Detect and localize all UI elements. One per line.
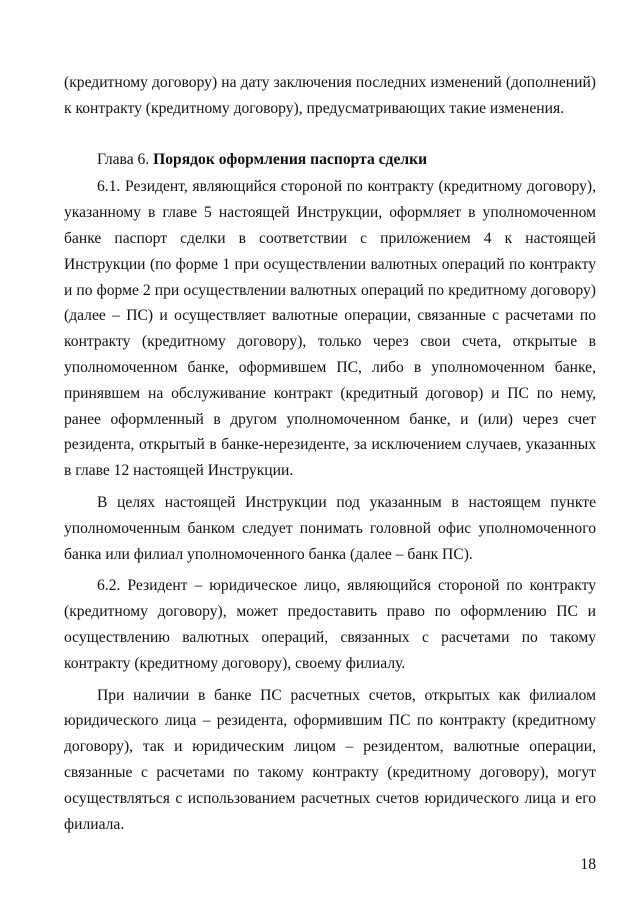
paragraph-continuation: (кредитному договору) на дату заключения последних изменений (дополнений) к контракту (кредитному договору), предусматривающих такие изменения. [64,74,596,117]
paragraph-6-1: 6.1. Резидент, являющийся стороной по контракту (кредитному договору), указанному в главе 5 настоящей Инструкции, оформляет в уполномоченном банке паспорт сделки в соответствии с приложением 4 к настоящей Инструкции (по форме 1 при осуществлении валютных операций по контракту и по форме 2 при осуществлении валютных операций по кредитному договору) (далее – ПС) и осуществляет валютные операции, связанные с расчетами по контракту (кредитному договору), только через свои счета, открытые в уполномоченном банке, оформившем ПС, либо в уполномоченном банке, принявшем на обслуживание контракт (кредитный договор) и ПС по нему, ранее оформленный в другом уполномоченном банке, и (или) через счет резидента, открытый в банке-нерезиденте, за исключением случаев, указанных в главе 12 настоящей Инструкции. [64,178,596,480]
chapter-heading [64,147,596,173]
chapter-number: Глава 6. [97,150,150,168]
paragraph-6-2-accounts: При наличии в банке ПС расчетных счетов, открытых как филиалом юридического лица – резидента, оформившим ПС по контракту (кредитному договору), так и юридическим лицом – резидентом, валютные операции, связанные с расчетами по такому контракту (кредитному договору), могут осуществляться с использованием расчетных счетов юридического лица и его филиала. [64,686,596,833]
paragraph-6-1-definition: В целях настоящей Инструкции под указанным в настоящем пункте уполномоченным банком следует понимать головной офис уполномоченного банка или филиал уполномоченного банка (далее – банк ПС). [64,493,596,563]
page-number: 18 [580,856,596,873]
paragraph-6-2: 6.2. Резидент – юридическое лицо, являющийся стороной по контракту (кредитному договору), может предоставить право по оформлению ПС и осуществлению валютных операций, связанных с расчетами по такому контракту (кредитному договору), своему филиалу. [64,577,596,672]
document-page [64,70,596,837]
chapter-title: Порядок оформления паспорта сделки [153,150,428,168]
